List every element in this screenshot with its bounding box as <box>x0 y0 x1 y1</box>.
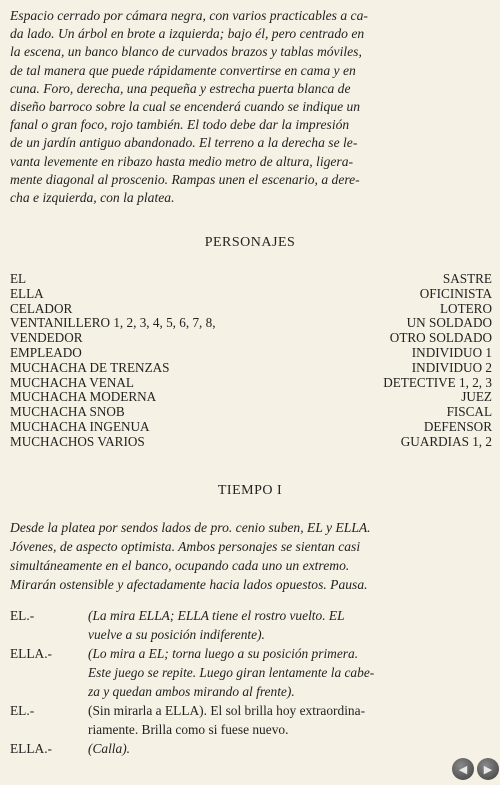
stage-line: fanal o gran foco, rojo también. El todo debe dar la impresión <box>10 117 350 133</box>
intro-line: Jóvenes, de aspecto optimista. Ambos personajes se sientan casi <box>10 539 361 554</box>
speaker-name: ELLA.- <box>10 646 53 661</box>
stage-line: la escena, un banco blanco de curvados brazos y tablas móviles, <box>10 44 362 60</box>
stage-line: vanta levemente en ribazo hasta medio metro de altura, ligera- <box>10 153 354 169</box>
speech-line: Este juego se repite. Luego giran lentamente la cabe- <box>88 665 375 680</box>
personajes-heading: PERSONAJES <box>204 235 296 250</box>
cast-row <box>10 346 492 361</box>
stage-line: de tal manera que puede rápidamente convertirse en cama y en <box>10 62 356 78</box>
cast-row <box>10 287 492 302</box>
cast-row <box>10 331 492 346</box>
intro-line: Desde la platea por sendos lados de pro. cenio suben, EL y ELLA. <box>10 520 371 535</box>
prev-page-button[interactable] <box>452 758 474 780</box>
cast-right: OTRO SOLDADO <box>389 330 492 346</box>
cast-left: MUCHACHA SNOB <box>10 404 125 420</box>
cast-left: MUCHACHA VENAL <box>10 374 134 390</box>
cast-right: LOTERO <box>439 300 492 316</box>
cast-right: FISCAL <box>446 404 492 420</box>
cast-right: INDIVIDUO 2 <box>411 359 492 375</box>
cast-right: GUARDIAS 1, 2 <box>400 433 492 449</box>
cast-left: VENDEDOR <box>10 330 83 346</box>
cast-row <box>10 390 492 405</box>
cast-left: MUCHACHOS VARIOS <box>10 433 145 449</box>
cast-row <box>10 435 492 450</box>
cast-row <box>10 361 492 376</box>
speaker-name: EL.- <box>10 703 35 718</box>
speaker-name: EL.- <box>10 608 35 623</box>
stage-line: mente diagonal al proscenio. Rampas unen el escenario, a dere- <box>10 171 360 187</box>
speech <box>10 701 492 739</box>
cast-right: DETECTIVE 1, 2, 3 <box>383 374 492 390</box>
cast-list <box>10 272 492 450</box>
dialogue <box>10 606 492 758</box>
speech <box>10 644 492 701</box>
cast-left: MUCHACHA DE TRENZAS <box>10 359 170 375</box>
cast-right: UN SOLDADO <box>406 315 492 331</box>
cast-left: MUCHACHA INGENUA <box>10 418 150 434</box>
cast-row <box>10 272 492 287</box>
cast-right: JUEZ <box>461 389 492 405</box>
cast-row <box>10 405 492 420</box>
cast-left: VENTANILLERO 1, 2, 3, 4, 5, 6, 7, 8, <box>10 315 216 331</box>
cast-right: INDIVIDUO 1 <box>411 344 492 360</box>
cast-right: SASTRE <box>442 271 492 286</box>
cast-right: OFICINISTA <box>419 285 492 301</box>
cast-row <box>10 420 492 435</box>
speech-line: (Sin mirarla a ELLA). El sol brilla hoy extraordina- <box>88 703 366 718</box>
intro-line: Mirarán ostensible y afectadamente hacia lados opuestos. Pausa. <box>10 577 368 592</box>
stage-line: cuna. Foro, derecha, una pequeña y estrecha puerta blanca de <box>10 80 351 96</box>
speech-lines <box>88 606 492 644</box>
chevron-right-icon: ▶ <box>483 762 493 776</box>
intro-line: simultáneamente en el banco, ocupando cada uno un extremo. <box>10 558 350 573</box>
cast-row <box>10 302 492 317</box>
speech <box>10 606 492 644</box>
cast-row <box>10 376 492 391</box>
cast-row <box>10 316 492 331</box>
speech-lines <box>88 701 492 739</box>
cast-left: EL <box>10 271 27 286</box>
speech-line: riamente. Brilla como si fuese nuevo. <box>88 722 289 737</box>
speaker-name: ELLA.- <box>10 741 53 756</box>
stage-line: da lado. Un árbol en brote a izquierda; bajo él, pero centrado en <box>10 26 365 42</box>
next-page-button[interactable] <box>477 758 499 780</box>
stage-line: cha e izquierda, con la platea. <box>10 190 175 206</box>
cast-left: CELADOR <box>10 300 73 316</box>
stage-line: de un jardín antiguo abandonado. El terreno a la derecha se le- <box>10 135 358 151</box>
speech-line: (La mira ELLA; ELLA tiene el rostro vuelto. EL <box>88 608 345 623</box>
scene-intro <box>10 518 490 594</box>
speech-lines <box>88 739 492 758</box>
cast-right: DEFENSOR <box>423 418 492 434</box>
cast-left: EMPLEADO <box>10 344 82 360</box>
stage-directions <box>10 7 492 207</box>
stage-line: Espacio cerrado por cámara negra, con varios practicables a ca- <box>10 8 368 23</box>
chevron-left-icon: ◀ <box>458 762 468 776</box>
speech-line: (Calla). <box>88 741 131 756</box>
stage-line: diseño barroco sobre la cual se encenderá cuando se indique un <box>10 99 361 115</box>
speech-lines <box>88 644 492 701</box>
cast-left: MUCHACHA MODERNA <box>10 389 157 405</box>
cast-left: ELLA <box>10 285 44 301</box>
speech-line: vuelve a su posición indiferente). <box>88 627 265 642</box>
tiempo-heading: TIEMPO I <box>217 483 283 498</box>
speech <box>10 739 492 758</box>
speech-line: (Lo mira a EL; torna luego a su posición primera. <box>88 646 359 661</box>
speech-line: za y quedan ambos mirando al frente). <box>88 684 295 699</box>
